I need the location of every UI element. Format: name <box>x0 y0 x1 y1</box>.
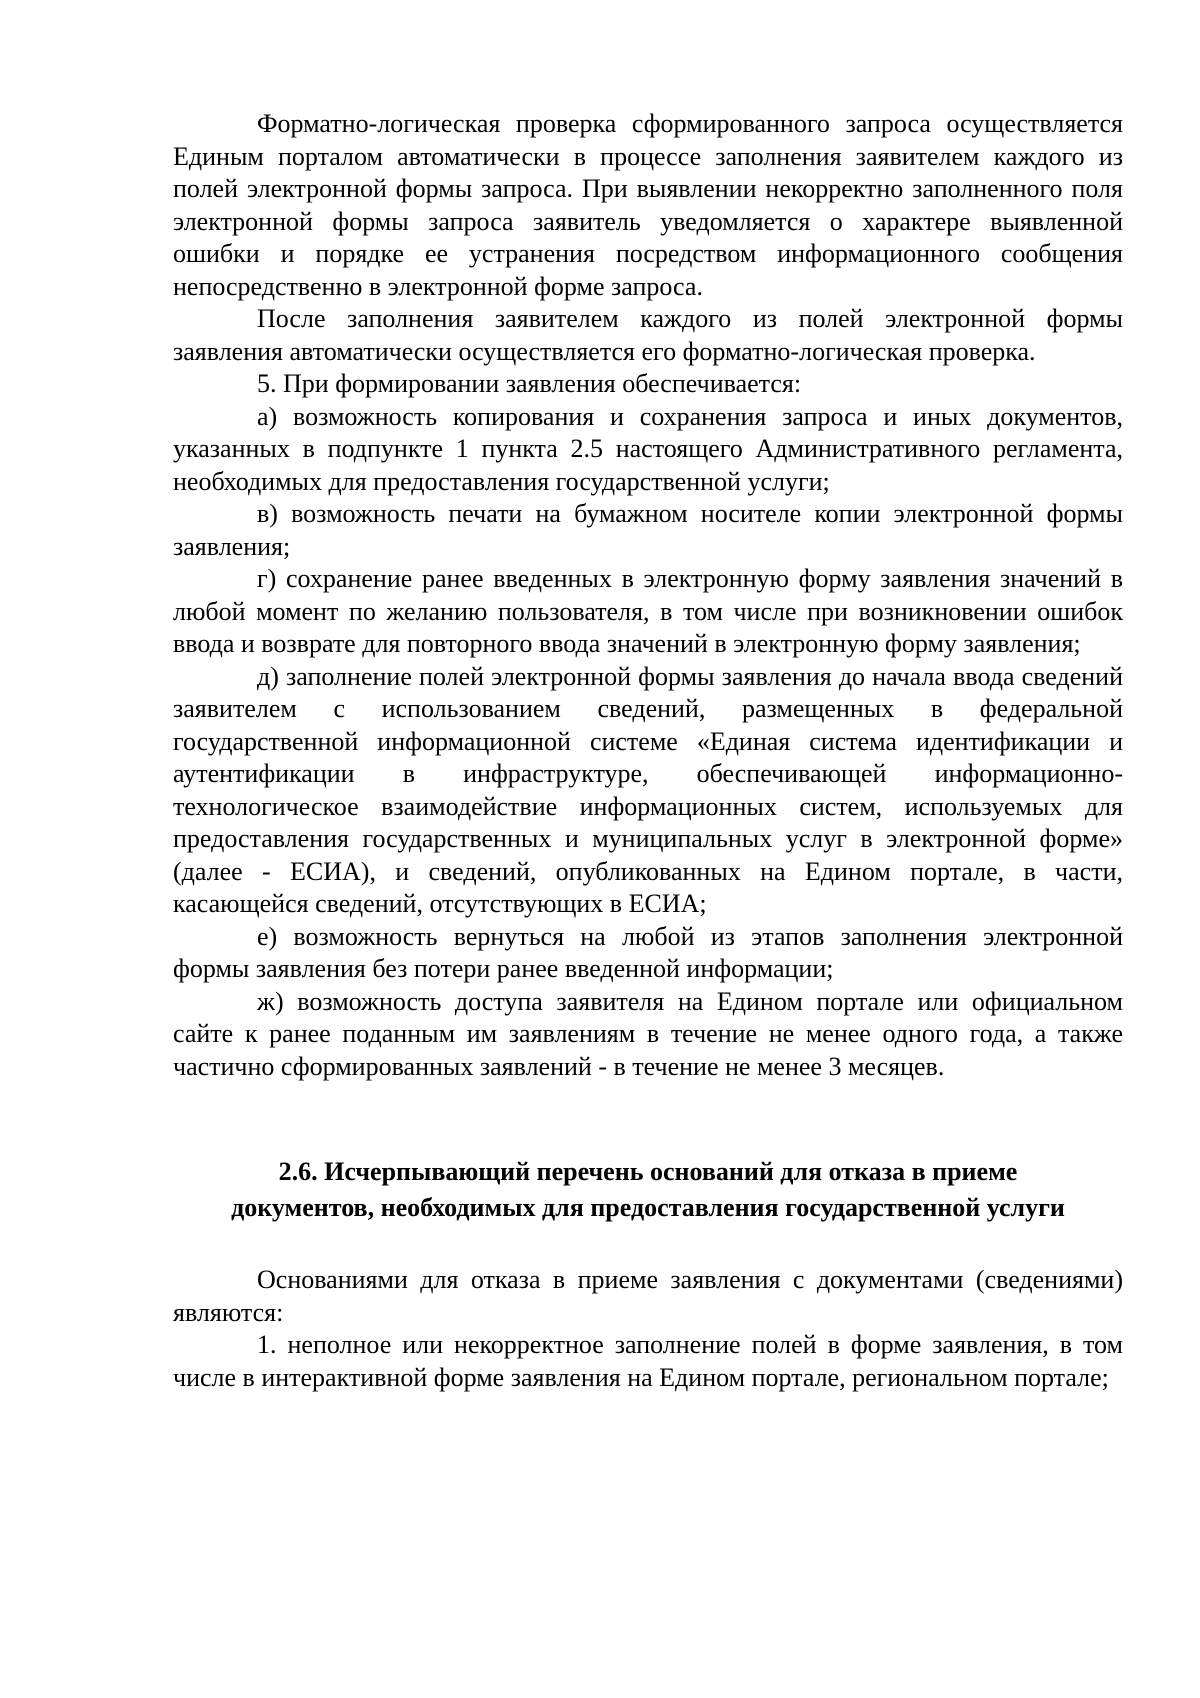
section-heading-2-6: 2.6. Исчерпывающий перечень оснований для отказа в приеме документов, необходимых для предоставления государственной услуги <box>231 1157 1065 1222</box>
paragraph-item-v: в) возможность печати на бумажном носителе копии электронной формы заявления; <box>173 499 1123 561</box>
paragraph-item-g: г) сохранение ранее введенных в электронную форму заявления значений в любой момент по желанию пользователя, в том числе при возникновении ошибок ввода и возврате для повторного ввода значений в электронную форму заявления; <box>173 564 1123 658</box>
paragraph-item-e: е) возможность вернуться на любой из этапов заполнения электронной формы заявления без потери ранее введенной информации; <box>173 921 1123 983</box>
paragraph-item-a: а) возможность копирования и сохранения запроса и иных документов, указанных в подпункте 1 пункта 2.5 настоящего Административного регламента, необходимых для предоставления государственной услуги; <box>173 401 1123 496</box>
paragraph-after-filling: После заполнения заявителем каждого из полей электронной формы заявления автоматически осуществляется его форматно-логическая проверка. <box>173 304 1123 366</box>
paragraph-refusal-grounds: Основаниями для отказа в приеме заявления с документами (сведениями) являются: <box>173 1265 1123 1327</box>
paragraph-item-d: д) заполнение полей электронной формы заявления до начала ввода сведений заявителем с использованием сведений, размещенных в федеральной государственной информационной системе «Единая система идентификации и аутентификации в инфраструктуре, обеспечивающей информационно-технологическое взаимодействие информационных систем, используемых для предоставления государственных и муниципальных услуг в электронной форме» (далее - ЕСИА), и сведений, опубликованных на Едином портале, в части, касающейся сведений, отсутствующих в ЕСИА; <box>173 661 1123 918</box>
paragraph-refusal-item-1: 1. неполное или некорректное заполнение полей в форме заявления, в том числе в интерактивной форме заявления на Едином портале, региональном портале; <box>173 1330 1123 1392</box>
paragraph-item-zh: ж) возможность доступа заявителя на Едином портале или официальном сайте к ранее поданным им заявлениям в течение не менее одного года, а также частично сформированных заявлений - в течение не менее 3 месяцев. <box>173 986 1123 1081</box>
document-page <box>173 108 1123 1394</box>
paragraph-format-check: Форматно-логическая проверка сформированного запроса осуществляется Единым порталом автоматически в процессе заполнения заявителем каждого из полей электронной формы запроса. При выявлении некорректно заполненного поля электронной формы запроса заявитель уведомляется о характере выявленной ошибки и порядке ее устранения посредством информационного сообщения непосредственно в электронной форме запроса. <box>173 109 1123 301</box>
paragraph-item-5: 5. При формировании заявления обеспечивается: <box>257 369 802 398</box>
